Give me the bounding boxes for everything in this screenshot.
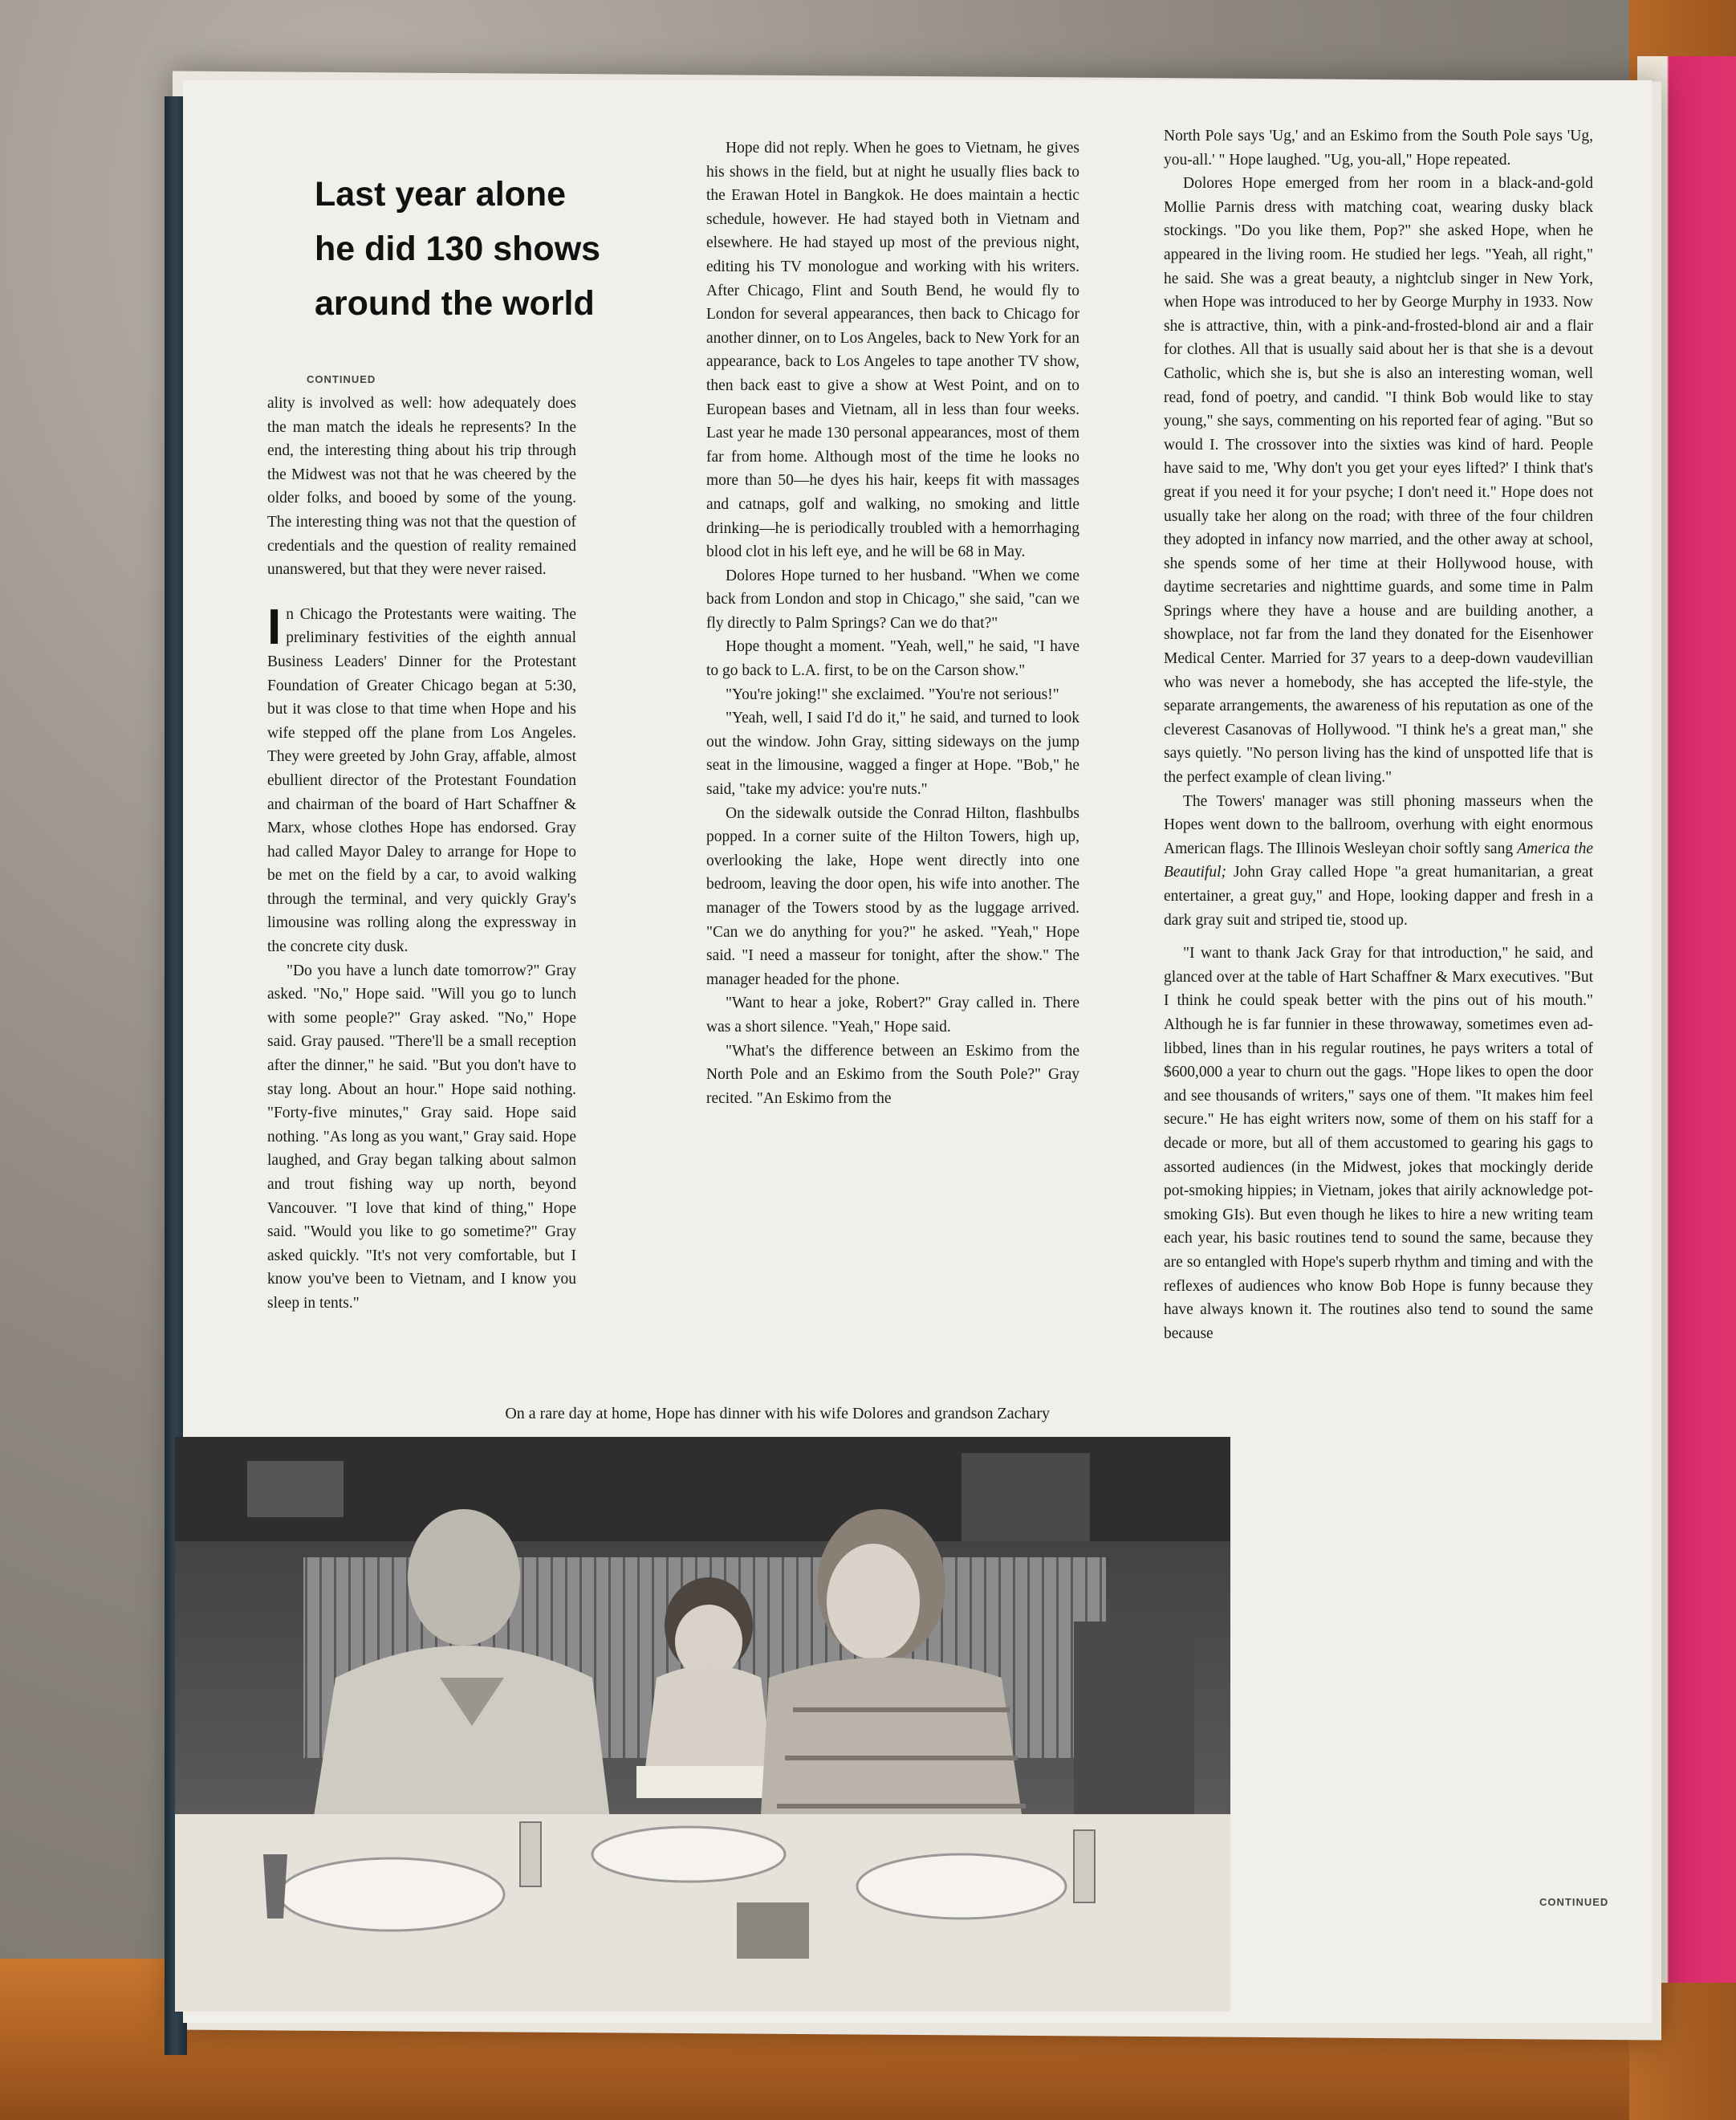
column-2-paragraph-7: "Want to hear a joke, Robert?" Gray called in. There was a short silence. "Yeah," Hope said.: [706, 995, 1079, 1036]
column-3: [1164, 124, 1593, 1345]
column-3-paragraph-4: "I want to thank Jack Gray for that introduction," he said, and glanced over at the table of Hart Schaffner & Marx executives. "But I think he could speak better with the pins out of his mouth." Although he is far funnier in these throwaway, sometimes even ad-libbed, lines than in his regular routines, he pays writers a total of $600,000 a year to churn out the gags. "Hope likes to open the door and see thousands of writers," says one of them. "It makes him feel secure." He has eight writers now, some of them on his staff for a decade or more, but all of them accustomed to gearing his gags to assorted audiences (in the Midwest, jokes that mockingly deride pot-smoking hippies; in Vietnam, jokes that airily acknowledge pot-smoking GIs). But even though he likes to hire a new writing team each year, his basic routines tend to sound the same, because they are so entangled with Hope's superb rhythm and timing and with the reflexes of audiences who know Bob Hope is funny because they have always known it. The routines also tend to sound the same because: [1164, 945, 1593, 1342]
dinner-photo-drawing: [175, 1437, 1230, 2012]
headline-line-3: around the world: [315, 284, 595, 323]
column-2-paragraph-1: Hope did not reply. When he goes to Vietnam, he gives his shows in the field, but at night he usually flies back to the Erawan Hotel in Bangkok. He does maintain a hectic schedule, however. He had stayed both in Vietnam and elsewhere. He had stayed up most of the previous night, editing his TV monologue and working with his writers. After Chicago, Flint and South Bend, he would fly to London for several appearances, then back to Chicago for another dinner, on to Los Angeles, back to New York for an appearance, back to Los Angeles to tape another TV show, then back east to give a show at West Point, and on to European bases and Vietnam, all in less than four weeks. Last year he made 130 personal appearances, most of them far from home. Although most of the time he looks no more than 50—he dyes his hair, keeps fit with massages and catnaps, golf and walking, no smoking and little drinking—he is periodically troubled with a hemorrhaging blood clot in his left eye, and he will be 68 in May.: [706, 140, 1079, 561]
column-1-intro: ality is involved as well: how adequately does the man match the ideals he represents? In the end, the interesting thing about his trip through the Midwest was not that he was cheered by the older folks, and booed by some of the young. The interesting thing was not that the question of credentials and the question of reality remained unanswered, but that they were never raised.: [267, 395, 576, 579]
column-2-paragraph-2: Dolores Hope turned to her husband. "When we come back from London and stop in Chicago," she said, "can we fly directly to Palm Springs? Can we do that?": [706, 567, 1079, 632]
column-2-paragraph-6: On the sidewalk outside the Conrad Hilton, flashbulbs popped. In a corner suite of the Hilton Towers, high up, overlooking the lake, Hope went directly into one bedroom, leaving the door open, his wife into another. The manager of the Towers stood by as the luggage arrived. "Can we do anything for you?" he asked. "Yeah," Hope said. "I need a masseur for tonight, after the show." The manager headed for the phone.: [706, 804, 1079, 988]
drop-cap: I: [267, 599, 282, 655]
column-2: [706, 136, 1079, 1110]
column-1: [267, 392, 576, 1316]
column-2-paragraph-5: "Yeah, well, I said I'd do it," he said, and turned to look out the window. John Gray, sitting sideways on the jump seat in the limousine, wagged a finger at Hope. "Bob," he said, "take my advice: you're nuts.": [706, 710, 1079, 799]
dinner-photo: [175, 1437, 1230, 2012]
headline: [315, 167, 764, 331]
continued-label-top: CONTINUED: [307, 373, 376, 385]
continued-label-bottom: CONTINUED: [1539, 1896, 1609, 1908]
column-1-paragraph-1-text: n Chicago the Protestants were waiting. The preliminary festivities of the eighth annual Business Leaders' Dinner for the Protestant Foundation of Greater Chicago began at 5:30, but it was close to that time when Hope and his wife stepped off the plane from Los Angeles. They were greeted by John Gray, affable, almost ebullient director of the Protestant Foundation and chairman of the board of Hart Schaffner & Marx, whose clothes Hope has endorsed. Gray had called Mayor Daley to arrange for Hope to be met on the field by a car, to avoid walking through the terminal, and very quickly Gray's limousine was rolling along the expressway in the concrete city dusk.: [267, 605, 576, 956]
column-2-paragraph-8: "What's the difference between an Eskimo from the North Pole and an Eskimo from the South Pole?" Gray recited. "An Eskimo from the: [706, 1042, 1079, 1107]
column-1-paragraph-1: [267, 599, 576, 959]
headline-line-2: he did 130 shows: [315, 230, 601, 268]
column-3-paragraph-1: North Pole says 'Ug,' and an Eskimo from the South Pole says 'Ug, you-all.' " Hope laughed. "Ug, you-all," Hope repeated.: [1164, 128, 1593, 169]
magazine-page: [183, 80, 1652, 2023]
column-3-paragraph-2: Dolores Hope emerged from her room in a black-and-gold Mollie Parnis dress with matching coat, wearing dusky black stockings. "Do you like them, Pop?" she asked Hope, when he appeared in the living room. He studied her legs. "Yeah, all right," he said. She was a great beauty, a nightclub singer in New York, when Hope was introduced to her by George Murphy in 1933. Now she is attractive, thin, with a pink-and-frosted-blond air and a flair for clothes. All that is usually said about her is that she is a devout Catholic, which she is, but she is also an interesting woman, well read, fond of poetry, and candid. "I think Bob would like to stay young," she says, commenting on his reported fear of aging. "But so would I. The crossover into the sixties was kind of hard. People have said to me, 'Why don't you get your eyes lifted?' I think that's great if you need it for your psyche; I don't need it." Hope does not usually take her along on the road; with three of the four children they adopted in infancy now married, and the other away at school, she spends some of her time at their Hollywood house, with daytime secretaries and nighttime guards, and some time in Palm Springs where they have a house and are building another, a showplace, not far from the land they donated for the Eisenhower Medical Center. Married for 37 years to a deep-down vaudevillian who was never a homebody, she has accepted the life-style, the separate arrangements, the awareness of his reputation as one of the cleverest Casanovas of Hollywood. "I think he's a great man," she says quietly. "No person living has the kind of unspotted life that is the perfect example of clean living.": [1164, 175, 1593, 787]
headline-line-1: Last year alone: [315, 175, 567, 214]
photo-caption: On a rare day at home, Hope has dinner with his wife Dolores and grandson Zachary: [505, 1405, 1050, 1422]
column-3-paragraph-3: [1164, 790, 1593, 933]
song-title: America the Beautiful;: [1164, 840, 1593, 881]
column-3-paragraph-3-text-a: The Towers' manager was still phoning masseurs when the Hopes went down to the ballroom, overhung with eight enormous American flags. The Illinois Wesleyan choir softly sang: [1164, 792, 1593, 857]
column-2-paragraph-3: Hope thought a moment. "Yeah, well," he said, "I have to go back to L.A. first, to be on the Carson show.": [706, 638, 1079, 680]
column-1-paragraph-2: "Do you have a lunch date tomorrow?" Gray asked. "No," Hope said. "Will you go to lunch with some people?" Gray asked. "No," Hope said. Gray paused. "There'll be a small reception after the dinner," he said. "But you don't have to stay long. About an hour." Hope said nothing. "Forty-five minutes," Gray said. Hope said nothing. "As long as you want," Gray said. Hope laughed, and Gray began talking about salmon and trout fishing way up north, beyond Vancouver. "I love that kind of thing," Hope said. "Would you like to go sometime?" Gray asked quickly. "It's not very comfortable, but I know you've been to Vietnam, and I know you sleep in tents.": [267, 962, 576, 1312]
column-3-paragraph-3-text-b: John Gray called Hope "a great humanitarian, a great entertainer, a great guy," and Hope, looking dapper and fresh in a dark gray suit and striped tie, stood up.: [1164, 864, 1593, 929]
column-2-paragraph-4: "You're joking!" she exclaimed. "You're not serious!": [726, 686, 1059, 703]
